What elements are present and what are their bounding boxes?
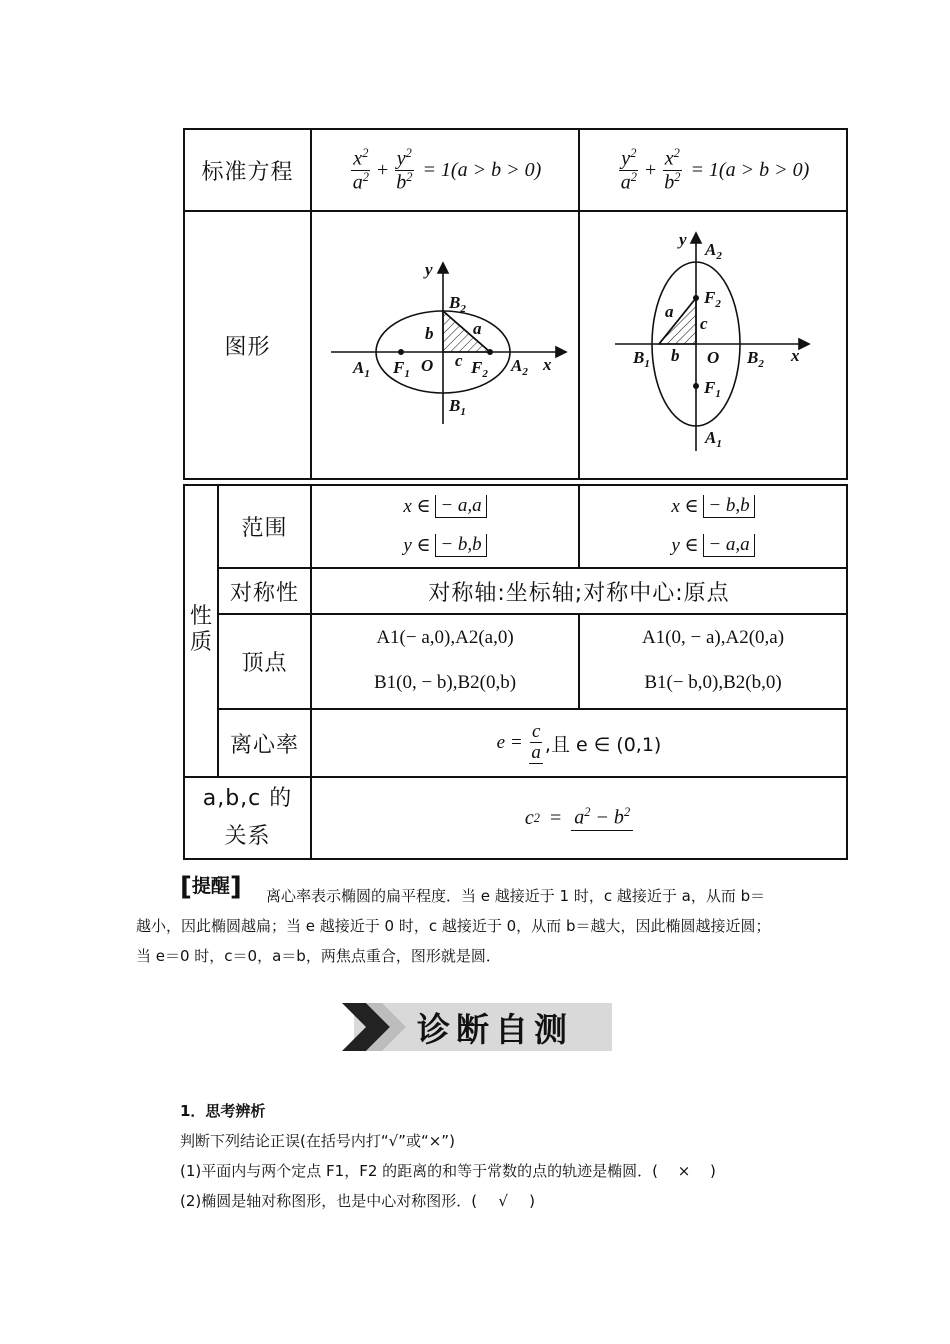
tip-tag: [提醒] [180, 872, 242, 902]
range-label: 范围 [241, 516, 288, 541]
svg-text:y: y [425, 260, 433, 279]
horizontal-ellipse-figure [311, 211, 579, 479]
svg-text:A1: $A_1$ [353, 358, 370, 380]
question-1-item-2: (2)椭圆是轴对称图形，也是中心对称图形．( √ ) [180, 1188, 800, 1215]
svg-text:B1: $B_1$ [633, 348, 650, 370]
svg-text:a: a [665, 302, 674, 321]
question-1-title: 1．思考辨析 [180, 1102, 266, 1120]
svg-text:O: O [421, 356, 434, 375]
vertex-label: 顶点 [241, 651, 288, 676]
tip-line-1: 离心率表示椭圆的扁平程度．当 e 越接近于 1 时，c 越接近于 a，从而 b＝ [266, 887, 766, 905]
svg-text:A1: $A_1$ [705, 428, 722, 450]
svg-text:F2: $F_2$ [704, 288, 721, 310]
svg-text:B2: $B_2$ [747, 348, 764, 370]
properties-label: 性质 [190, 604, 214, 655]
equation-horizontal: $\frac{x^2}{a^2}$ + $\frac{y^2}{b^2}$ = 1(a > b > 0) [352, 145, 542, 194]
svg-text:A2: $A_2$ [511, 356, 528, 378]
question-1-item-1: (1)平面内与两个定点 F1，F2 的距离的和等于常数的点的轨迹是椭圆．( × ) [180, 1158, 800, 1185]
answer-mark-2: √ [498, 1192, 508, 1210]
equation-vertical: $\frac{y^2}{a^2}$ + $\frac{x^2}{b^2}$ = 1(a > b > 0) [620, 145, 810, 194]
eccentricity-label: 离心率 [229, 732, 299, 758]
relation-label: a,b,c 的 关系 [202, 786, 293, 849]
svg-text:c: c [700, 314, 708, 333]
banner-title: 诊断自测 [417, 1009, 573, 1049]
range-horizontal: x ∈ − a,a y ∈ − b,b [311, 485, 579, 568]
symmetry-value: 对称轴:坐标轴;对称中心:原点 [428, 580, 730, 606]
svg-text:b: b [425, 324, 434, 343]
symmetry-label: 对称性 [229, 580, 299, 606]
vertical-ellipse-figure [579, 211, 847, 479]
svg-text:F2: $F_2$ [471, 358, 488, 380]
tip-line-2: 越小，因此椭圆越扁；当 e 越接近于 0 时，c 越接近于 0，从而 b＝越大，因此椭圆越接近圆； [136, 917, 771, 935]
vertices-horizontal: A1(− a,0),A2(a,0) B1(0, − b),B2(0,b) [373, 627, 517, 693]
svg-text:F1: $F_1$ [704, 378, 721, 400]
answer-mark-1: × [677, 1162, 691, 1180]
range-vertical: x ∈ − b,b y ∈ − a,a [579, 485, 847, 568]
svg-text:F1: $F_1$ [393, 358, 410, 380]
figure-label: 图形 [224, 334, 271, 360]
svg-text:y: y [679, 230, 687, 249]
svg-text:O: O [707, 348, 720, 367]
svg-text:x: x [791, 346, 800, 365]
svg-text:c: c [455, 351, 463, 370]
svg-text:b: b [671, 346, 680, 365]
tip-line-3: 当 e＝0 时，c＝0，a＝b，两焦点重合，图形就是圆． [136, 947, 501, 965]
svg-text:a: a [473, 319, 482, 338]
eccentricity-value: e = $\frac{c}{a}$ ,且 e ∈ (0,1) [496, 721, 662, 763]
question-1-intro: 判断下列结论正误(在括号内打“√”或“×”) [180, 1132, 455, 1150]
relation-value: c 2 = $a^2 - b^2$ [311, 777, 847, 859]
svg-text:A2: $A_2$ [705, 240, 722, 262]
svg-text:B1: $B_1$ [449, 396, 466, 418]
vertices-vertical: A1(0, − a),A2(0,a) B1(− b,0),B2(b,0) [641, 627, 785, 693]
svg-text:B2: $B_2$ [449, 293, 466, 315]
svg-text:x: x [543, 355, 552, 374]
std-equation-label: 标准方程 [201, 159, 294, 185]
